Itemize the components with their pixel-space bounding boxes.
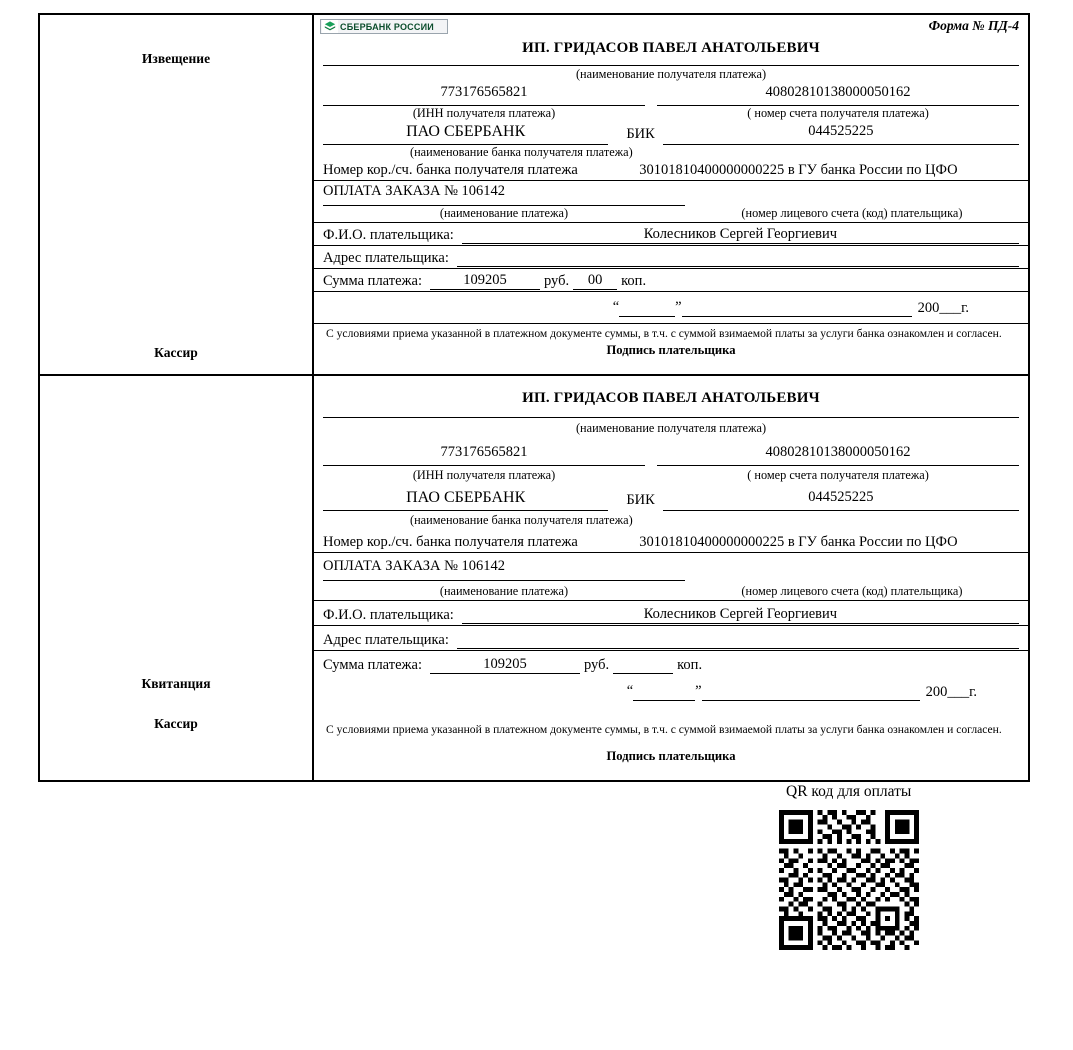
receipt-payment-name-value: ОПЛАТА ЗАКАЗА № 106142 <box>323 558 685 581</box>
receipt-payment-name-row <box>314 553 1028 581</box>
receipt-inn-value: 773176565821 <box>323 444 645 466</box>
receipt-personal-account-caption: (номер лицевого счета (код) плательщика) <box>741 584 963 598</box>
receipt-sum-label: Сумма платежа: <box>323 657 422 673</box>
form-header-strip <box>314 15 1028 40</box>
rub-label: руб. <box>544 273 570 289</box>
receipt-payer-name-value: Колесников Сергей Георгиевич <box>462 606 1019 624</box>
notice-stub-column <box>40 15 314 374</box>
receipt-year-label: 200___г. <box>925 684 977 700</box>
receipt-inn-caption: (ИНН получателя платежа) <box>412 468 556 482</box>
receipt-kop-label: коп. <box>677 657 703 673</box>
sum-label: Сумма платежа: <box>323 273 422 289</box>
account-value: 40802810138000050162 <box>657 84 1019 106</box>
stub-label-cashier-top: Кассир <box>154 345 198 360</box>
receipt-date-day-blank <box>633 682 695 701</box>
qr-code <box>774 810 924 950</box>
payer-address-row <box>314 246 1028 269</box>
receipt-payer-name-row <box>314 601 1028 626</box>
bik-label: БИК <box>626 126 655 142</box>
sberbank-logo-text: СБЕРБАНК РОССИИ <box>340 21 434 32</box>
inn-value: 773176565821 <box>323 84 645 106</box>
recipient-name-row <box>314 40 1028 82</box>
receipt-payer-address-label: Адрес плательщика: <box>323 632 449 648</box>
payer-address-label: Адрес плательщика: <box>323 250 449 266</box>
payment-name-caption-row <box>314 206 1028 223</box>
receipt-payer-address-value <box>457 631 1019 649</box>
payment-name-row <box>314 183 1028 206</box>
korr-account-row <box>314 162 1028 181</box>
recipient-name-caption: (наименование получателя платежа) <box>575 67 767 81</box>
receipt-quote-open: “ <box>626 683 634 699</box>
receipt-sum-row <box>314 651 1028 674</box>
receipt-korr-account-label: Номер кор./сч. банка получателя платежа <box>323 534 578 550</box>
stub-label-receipt: Квитанция <box>141 676 211 691</box>
personal-account-caption: (номер лицевого счета (код) плательщика) <box>741 206 963 220</box>
bank-name-caption: (наименование банка получателя платежа) <box>410 145 633 159</box>
notice-body <box>314 15 1028 374</box>
receipt-recipient-name-value: ИП. ГРИДАСОВ ПАВЕЛ АНАТОЛЬЕВИЧ <box>522 390 820 406</box>
form-half-notice <box>40 15 1028 376</box>
quote-open: “ <box>612 299 620 315</box>
sum-value: 109205 <box>430 272 540 290</box>
quote-close: ” <box>675 299 682 315</box>
receipt-bik-value: 044525225 <box>663 489 1019 511</box>
form-half-receipt <box>40 376 1028 780</box>
receipt-bank-name-caption: (наименование банка получателя платежа) <box>410 513 633 527</box>
korr-account-label: Номер кор./сч. банка получателя платежа <box>323 162 578 178</box>
payer-name-row <box>314 223 1028 246</box>
stub-label-notice: Извещение <box>141 51 211 66</box>
inn-caption: (ИНН получателя платежа) <box>412 106 556 120</box>
receipt-account-caption: ( номер счета получателя платежа) <box>747 468 929 482</box>
receipt-bank-name-value: ПАО СБЕРБАНК <box>323 489 608 511</box>
receipt-body <box>314 376 1028 780</box>
receipt-terms-text: С условиями приема указанной в платежном документе суммы, в т.ч. с суммой взимаемой платы за услуги банка ознакомлен и согласен. <box>326 723 1002 736</box>
receipt-stub-column <box>40 376 314 780</box>
date-month-blank <box>682 298 912 317</box>
bik-value: 044525225 <box>663 123 1019 145</box>
kop-label: коп. <box>621 273 647 289</box>
year-label: 200___г. <box>917 300 969 316</box>
qr-title: QR код для оплаты <box>786 783 912 800</box>
receipt-account-value: 40802810138000050162 <box>657 444 1019 466</box>
bank-name-value: ПАО СБЕРБАНК <box>323 123 608 145</box>
receipt-korr-account-value: 30101810400000000225 в ГУ банка России по ЦФО <box>639 534 958 550</box>
receipt-korr-account-row <box>314 528 1028 553</box>
bank-bik-row <box>314 123 1028 145</box>
sberbank-logo-icon <box>322 20 338 33</box>
receipt-bik-label: БИК <box>626 492 655 508</box>
account-caption: ( номер счета получателя платежа) <box>747 106 929 120</box>
receipt-bank-name-caption-row <box>314 511 1028 528</box>
payment-form <box>38 13 1030 782</box>
inn-account-row <box>314 84 1028 121</box>
receipt-payer-address-row <box>314 626 1028 651</box>
payment-name-caption: (наименование платежа) <box>439 206 569 220</box>
recipient-name-value: ИП. ГРИДАСОВ ПАВЕЛ АНАТОЛЬЕВИЧ <box>522 40 820 56</box>
receipt-inn-account-row <box>314 436 1028 483</box>
sberbank-logo <box>320 19 448 34</box>
payment-name-value: ОПЛАТА ЗАКАЗА № 106142 <box>323 183 685 206</box>
receipt-bank-bik-row <box>314 483 1028 511</box>
kop-value: 00 <box>573 272 617 290</box>
date-day-blank <box>619 298 675 317</box>
receipt-payment-name-caption: (наименование платежа) <box>439 584 569 598</box>
receipt-quote-close: ” <box>695 683 702 699</box>
receipt-recipient-name-row <box>314 376 1028 436</box>
receipt-sum-value: 109205 <box>430 656 580 674</box>
bank-name-caption-row <box>314 145 1028 160</box>
receipt-payer-name-label: Ф.И.О. плательщика: <box>323 607 454 623</box>
payer-name-value: Колесников Сергей Георгиевич <box>462 226 1019 244</box>
receipt-date-month-blank <box>702 682 920 701</box>
terms-text: С условиями приема указанной в платежном документе суммы, в т.ч. с суммой взимаемой платы за услуги банка ознакомлен и согласен. <box>326 327 1002 340</box>
payer-signature-label-top: Подпись плательщика <box>606 343 736 358</box>
receipt-rub-label: руб. <box>584 657 610 673</box>
stub-label-cashier-bottom: Кассир <box>154 716 198 731</box>
payer-name-label: Ф.И.О. плательщика: <box>323 227 454 243</box>
receipt-payment-name-caption-row <box>314 581 1028 601</box>
receipt-recipient-name-caption: (наименование получателя платежа) <box>575 421 767 435</box>
form-number: Форма № ПД-4 <box>928 18 1019 33</box>
receipt-date-row <box>314 674 1028 701</box>
korr-account-value: 30101810400000000225 в ГУ банка России по ЦФО <box>639 162 958 178</box>
date-row <box>314 292 1028 317</box>
receipt-kop-value <box>613 656 673 674</box>
payer-address-value <box>457 249 1019 267</box>
payer-signature-label-bottom: Подпись плательщика <box>606 749 736 764</box>
sum-row <box>314 269 1028 292</box>
